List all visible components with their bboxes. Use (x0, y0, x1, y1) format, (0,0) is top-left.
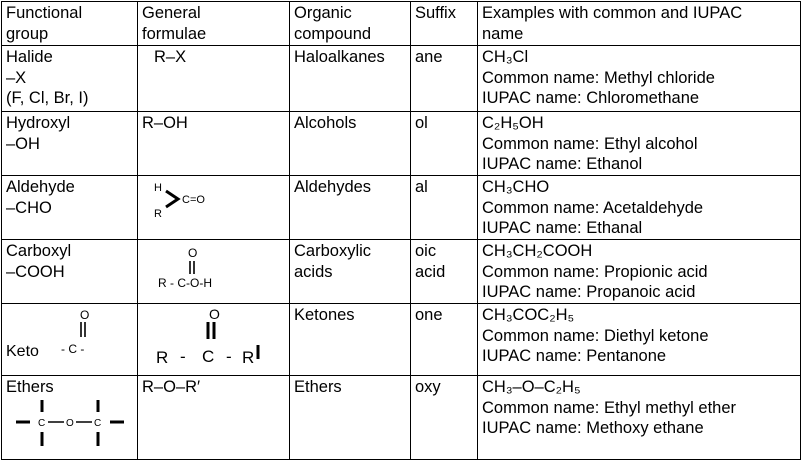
group-cell: Hydroxyl –OH (2, 112, 138, 176)
header-functional-group: Functional group (2, 2, 138, 46)
table-row-ethers (2, 376, 801, 460)
oxygen-label: O (188, 246, 198, 260)
table-row-hydroxyl (2, 112, 801, 176)
bond-dash: - (226, 347, 232, 366)
formula-cell: R–X (138, 46, 290, 112)
functional-groups-table (1, 1, 801, 460)
example-cell: C₂H₅OH Common name: Ethyl alcohol IUPAC name: Ethanol (478, 112, 801, 176)
oxygen-label: O (80, 308, 90, 322)
oxygen-label: O (66, 417, 74, 429)
carboxyl-structure-diagram (142, 241, 262, 299)
r-group-label: R (156, 348, 169, 367)
oxygen-label: O (209, 306, 220, 322)
header-suffix: Suffix (411, 2, 478, 46)
example-cell: CH₃COC₂H₅ Common name: Diethyl ketone IUPAC name: Pentanone (478, 304, 801, 376)
compound-cell: Haloalkanes (290, 46, 411, 112)
bond-dash: - (180, 347, 186, 366)
formula-cell: R–OH (138, 112, 290, 176)
table-row-keto (2, 304, 801, 376)
suffix-cell: one (411, 304, 478, 376)
group-cell (2, 304, 138, 376)
header-organic-compound: Organic compound (290, 2, 411, 46)
header-examples: Examples with common and IUPAC name (478, 2, 801, 46)
group-cell: Ethers C O C (2, 376, 138, 460)
keto-carbon-label: - C - (61, 342, 85, 356)
group-cell: Halide –X (F, Cl, Br, I) (2, 46, 138, 112)
carboxyl-chain-label: R - C-O-H (158, 276, 212, 290)
aldehyde-structure-diagram (142, 177, 262, 235)
r-group-label: R (154, 208, 162, 220)
compound-cell: Ethers (290, 376, 411, 460)
r-group-label: R (242, 348, 255, 367)
ketone-structure-diagram (142, 305, 282, 371)
suffix-cell: al (411, 176, 478, 240)
carbon-label: C (94, 417, 102, 429)
example-cell: CH₃Cl Common name: Methyl chloride IUPAC name: Chloromethane (478, 46, 801, 112)
bond-chevron (166, 191, 178, 207)
compound-cell: Ketones (290, 304, 411, 376)
suffix-cell: oic acid (411, 240, 478, 304)
group-cell: Carboxyl –COOH (2, 240, 138, 304)
ether-structure-diagram (6, 398, 130, 456)
suffix-cell: ane (411, 46, 478, 112)
suffix-cell: ol (411, 112, 478, 176)
compound-cell: Carboxylic acids (290, 240, 411, 304)
compound-cell: Alcohols (290, 112, 411, 176)
header-row (2, 2, 801, 46)
example-cell: CH₃CHO Common name: Acetaldehyde IUPAC name: Ethanal (478, 176, 801, 240)
suffix-cell: oxy (411, 376, 478, 460)
compound-cell: Aldehydes (290, 176, 411, 240)
formula-cell: R–O–R′ (138, 376, 290, 460)
keto-label: Keto (6, 343, 39, 360)
header-general-formulae: General formulae (138, 2, 290, 46)
formula-cell (138, 176, 290, 240)
example-cell: CH₃CH₂COOH Common name: Propionic acid IUPAC name: Propanoic acid (478, 240, 801, 304)
hydrogen-label: H (154, 182, 162, 194)
example-cell: CH₃–O–C₂H₅ Common name: Ethyl methyl ether IUPAC name: Methoxy ethane (478, 376, 801, 460)
table-row-carboxyl (2, 240, 801, 304)
table-row-aldehyde (2, 176, 801, 240)
keto-group-diagram (6, 305, 130, 371)
table-row-halide (2, 46, 801, 112)
carbonyl-label: C=O (182, 194, 205, 206)
formula-cell (138, 304, 290, 376)
carbon-label: C (38, 417, 46, 429)
group-cell: Aldehyde –CHO (2, 176, 138, 240)
formula-cell (138, 240, 290, 304)
carbon-label: C (202, 347, 215, 366)
